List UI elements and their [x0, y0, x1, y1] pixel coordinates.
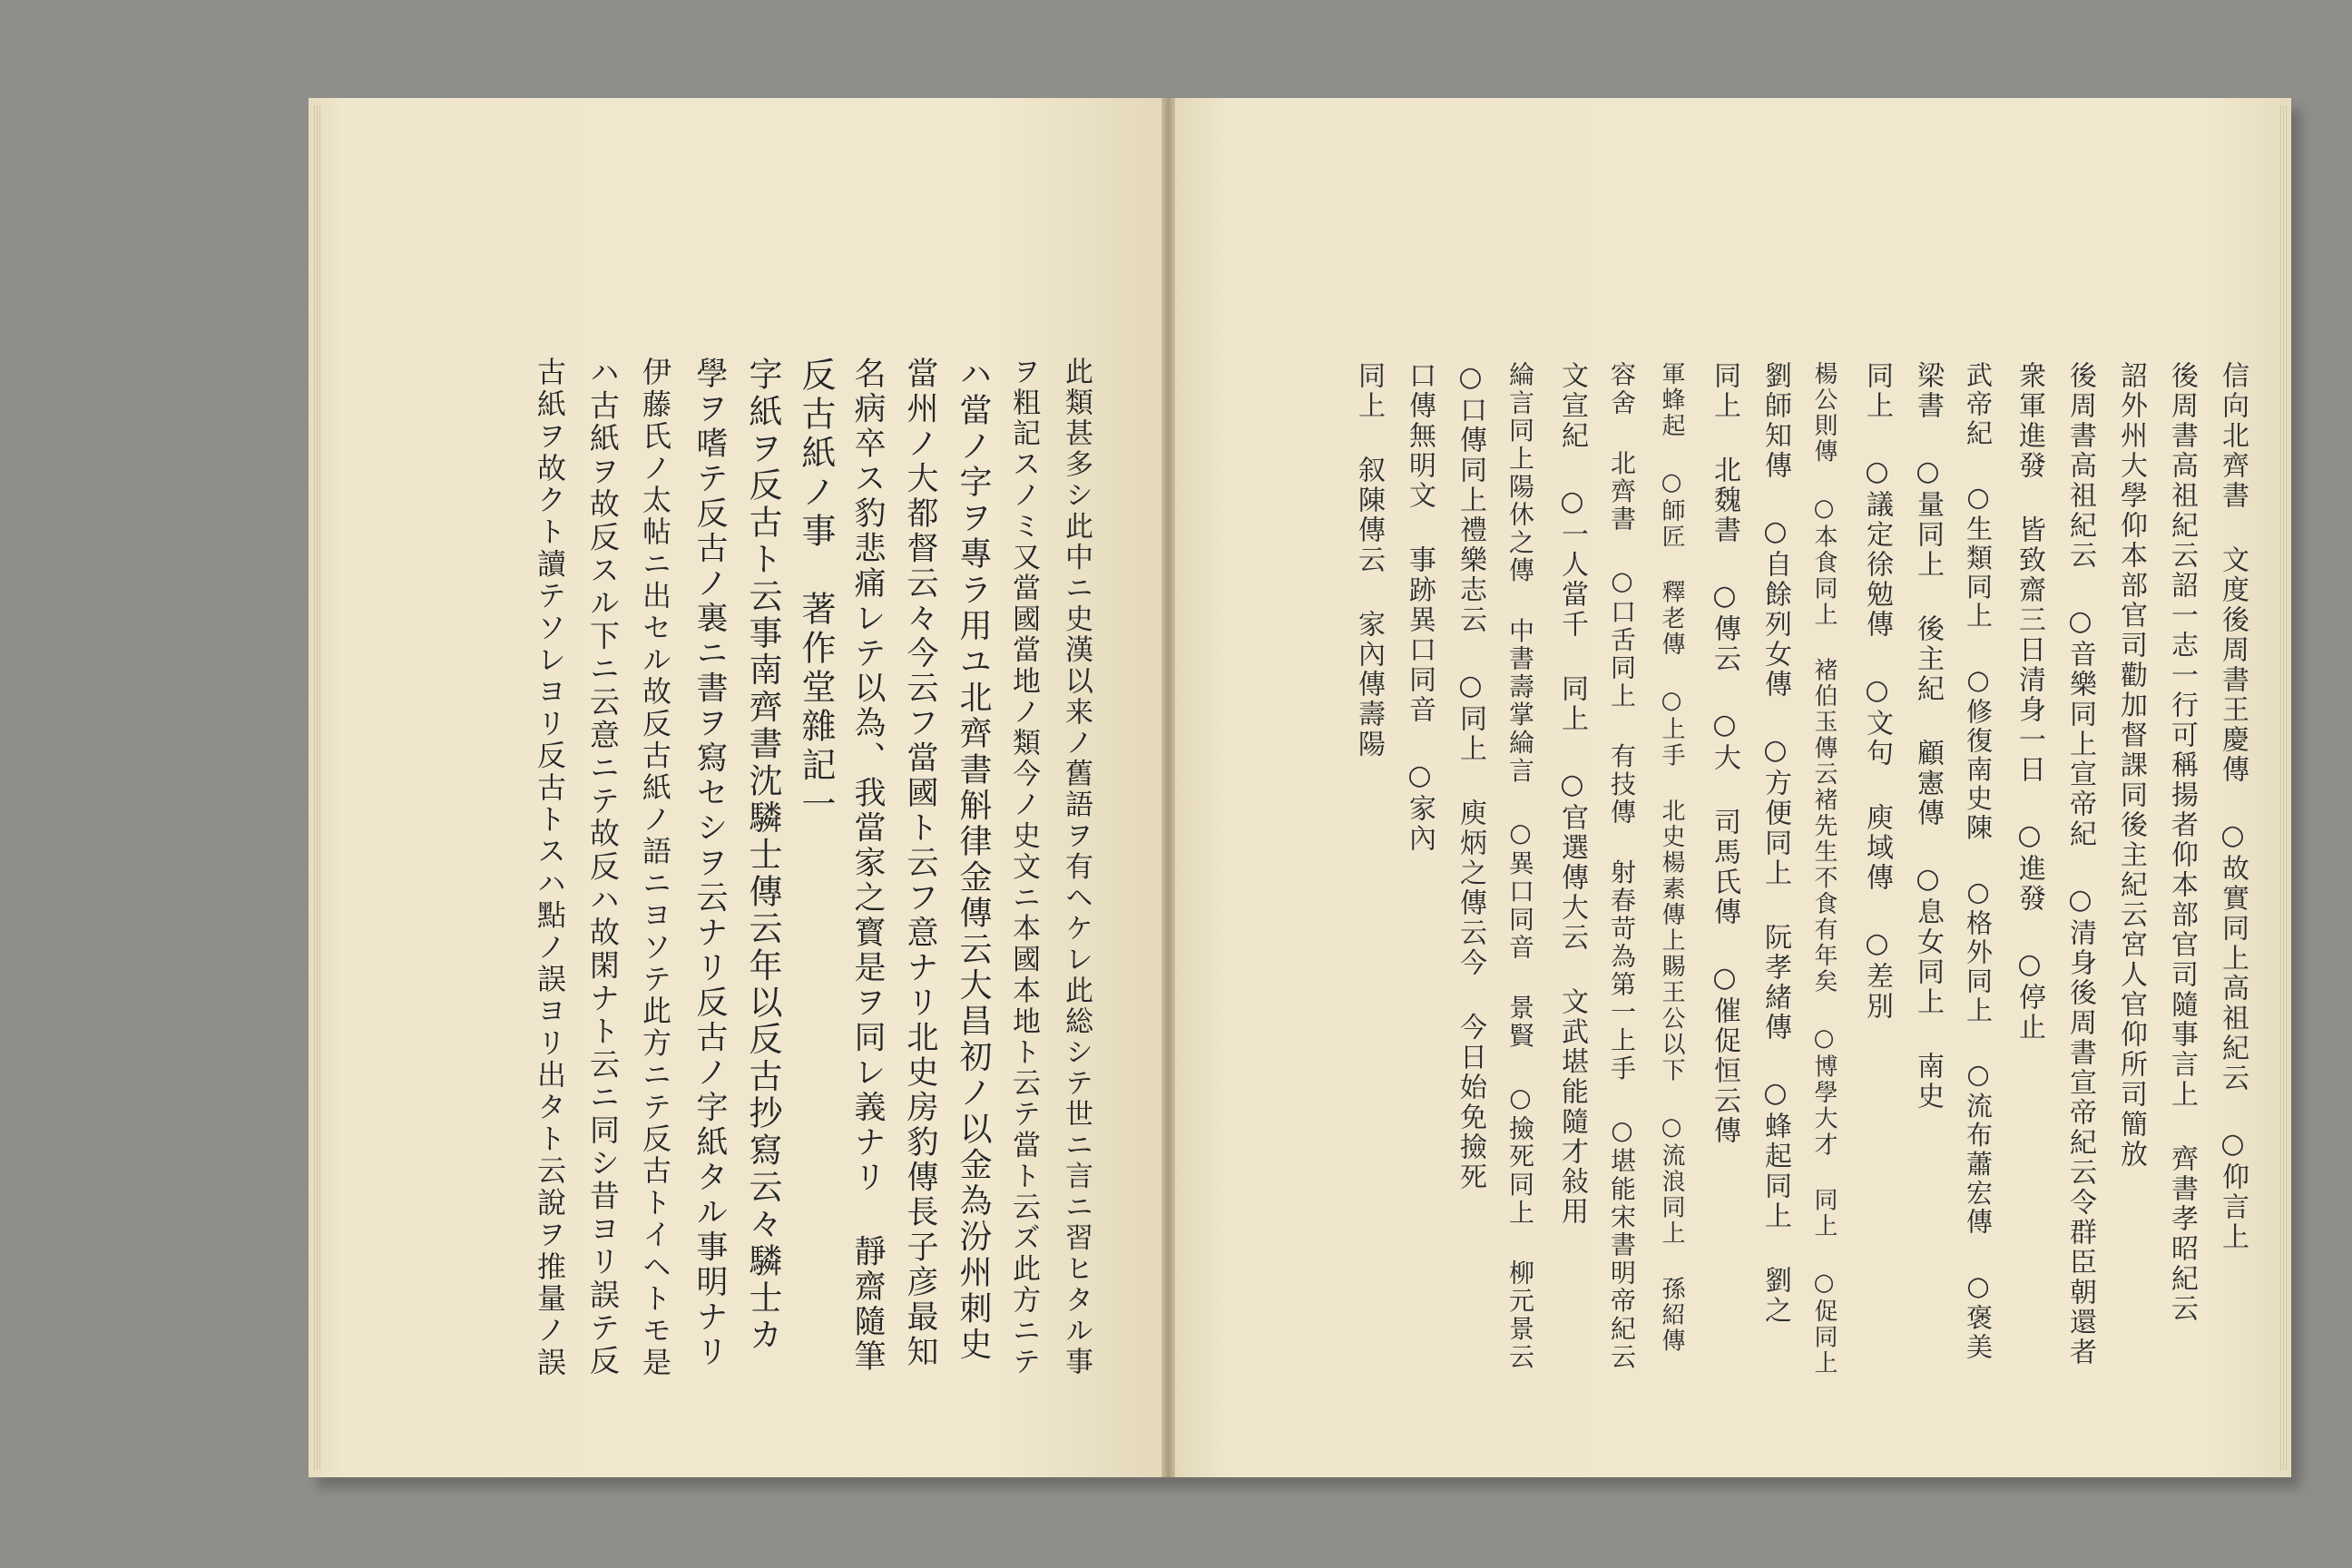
left-page-column: ハ當ノ字ヲ專ラ用ユ北齊書斛律金傳云大昌初ノ以金為汾州刺史 [955, 357, 992, 1363]
left-page-edge [312, 105, 321, 1470]
left-page-column: 反古紙ノ事 著作堂雜記一 [796, 357, 836, 825]
right-page-column: 容舍 北齊書 ○口舌同上 有技傳 射春苛為第一上手 ○堪能宋書明帝紀云 [1607, 361, 1637, 1371]
right-page-column: 後周書高祖紀云 ○音樂同上宣帝紀 ○清身後周書宣帝紀云令群臣朝還者 [2064, 361, 2096, 1367]
right-page-column: 文宣紀 ○一人當千 同上 ○官選傳大云 文武堪能隨才敍用 [1556, 361, 1588, 1227]
right-page-column: 口傳無明文 事跡異口同音 ○家內 [1404, 361, 1436, 854]
left-page-column: 當州ノ大都督云々今云フ當國ト云フ意ナリ北史房豹傳長子彦最知 [902, 357, 938, 1370]
left-page [309, 98, 1161, 1477]
left-page-column: 伊藤氏ノ太帖ニ出セル故反古紙ノ語ニヨソテ此方ニテ反古トイヘトモ是 [638, 357, 672, 1379]
right-page-column: 梁書 ○量同上 後主紀 顧憲傳 ○息女同上 南史 [1912, 361, 1944, 1112]
right-page-column: 同上 叙陳傳云 家內傳壽陽 [1353, 361, 1385, 760]
right-page-column: 同上 ○議定徐勉傳 ○文句 庾域傳 ○差別 [1861, 361, 1893, 1022]
book-gutter [1161, 98, 1175, 1477]
left-page-column: 字紙ヲ反古ト云事南齊書沈驎士傳云年以反古抄寫云々驎士カ [743, 357, 782, 1354]
right-page-column: 劉師知傳 ○自餘列女傳 ○方便同上 阮孝緒傳 ○蜂起同上 劉之 [1759, 361, 1791, 1326]
left-page-column: ヲ粗記スノミ又當國當地ノ類今ノ史文ニ本國本地ト云テ當ト云ズ此方ニテ [1007, 357, 1040, 1378]
left-page-column: 古紙ヲ故クト讀テソレヨリ反古トスハ點ノ誤ヨリ出タト云說ヲ推量ノ誤 [533, 357, 567, 1379]
right-page-column: 武帝紀 ○生類同上 ○修復南史陳 ○格外同上 ○流布蕭宏傳 ○褒美 [1963, 361, 1994, 1362]
left-page-column: 學ヲ嗜テ反古ノ裏ニ書ヲ寫セシヲ云ナリ反古ノ字紙タル事明ナリ [691, 357, 728, 1370]
right-page-edge [2278, 105, 2288, 1470]
right-page-column: 綸言同上陽休之傳 中書壽掌綸言 ○異口同音 景賢 ○撿死同上 柳元景云 [1505, 361, 1535, 1371]
open-book [309, 98, 2291, 1477]
right-page-column: 後周書高祖紀云詔一志一行可稱揚者仰本部官司隨事言上 齊書孝昭紀云 [2166, 361, 2198, 1324]
right-page-column: 信向北齊書 文度後周書王慶傳 ○故實同上高祖紀云 ○仰言上 [2217, 361, 2249, 1252]
right-page-column: 衆軍進發 皆致齋三日清身一日 ○進發 ○停止 [2014, 361, 2045, 1043]
left-page-column: 此類甚多シ此中ニ史漢以来ノ舊語ヲ有ヘケレ此総シテ世ニ言ニ習ヒタル事 [1060, 357, 1093, 1378]
right-page [1175, 98, 2291, 1477]
right-page-column: 楊公則傳 ○本食同上 褚伯玉傳云褚先生不食有年矣 ○博學大才 同上 ○促同上 [1810, 361, 1838, 1377]
left-page-column: ハ古紙ヲ故反スル下ニ云意ニテ故反ハ故閑ナト云ニ同シ昔ヨリ誤テ反 [585, 357, 621, 1378]
right-page-column: 同上 北魏書 ○傳云 ○大 司馬氏傳 ○催促恒云傳 [1709, 361, 1740, 1146]
right-page-column: ○口傳同上禮樂志云 ○同上 庾炳之傳云今 今日始免撿死 [1455, 361, 1486, 1192]
right-page-column: 詔外州大學仰本部官司勸加督課同後主紀云宮人官仰所司簡放 [2115, 361, 2147, 1170]
left-page-column: 名病卒ス豹悲痛レテ以為、我當家之寳是ヲ同レ義ナリ 靜齋隨筆 [849, 357, 886, 1375]
right-page-column: 軍蜂起 ○師匠 釋老傳 ○上手 北史楊素傳上賜王公以下 ○流浪同上 孫紹傳 [1658, 361, 1685, 1355]
